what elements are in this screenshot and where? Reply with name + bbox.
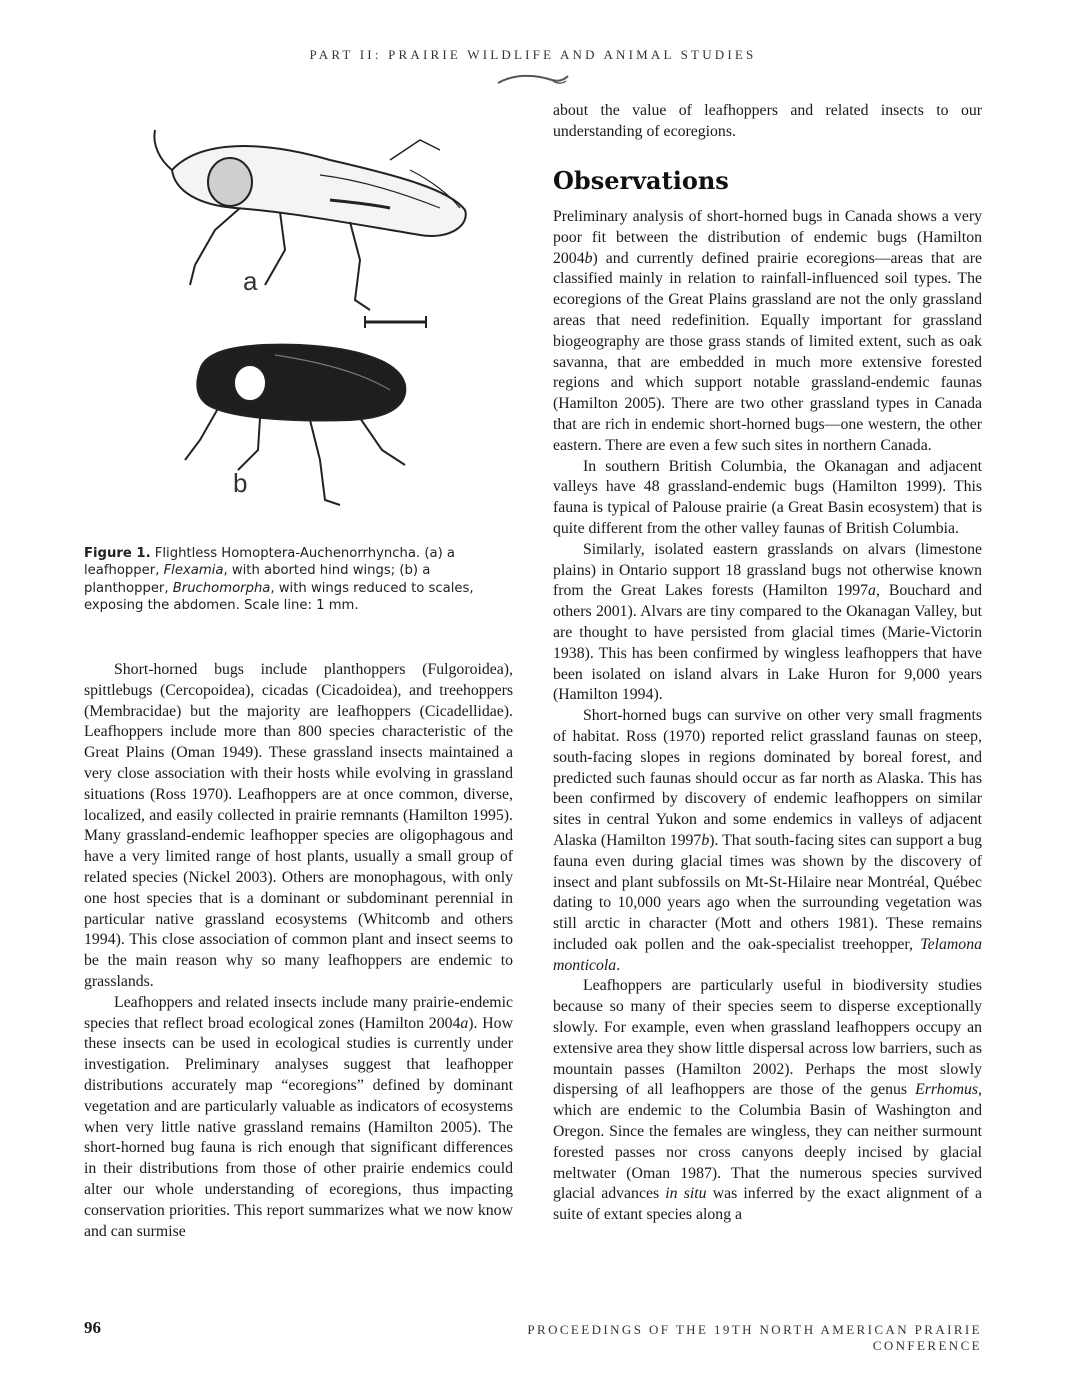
ornament-flourish <box>494 70 574 90</box>
caption-genus: Bruchomorpha <box>172 580 271 596</box>
paragraph: Leafhoppers and related insects include many prairie-endemic species that reflect broad ecological zones (Hamilton 2004a). How these insects can be used in ecological studies is currently under investigation. Preliminary analyses suggest that leafhopper distributions accurately map “ecoregions” defined by dominant vegetation and are particularly valuable as indicators of ecosystems when very little native grassland remains (Hamilton 2005). The short-horned bug fauna is rich enough that significant differences in their distributions from those of other prairie endemics could alter our whole understanding of ecoregions, thus impacting conservation priorities. This report summarizes what we now know and can surmise <box>84 993 513 1240</box>
footer-proceedings: PROCEEDINGS OF THE 19TH NORTH AMERICAN PRAIRIE CONFERENCE <box>527 1322 982 1353</box>
paragraph: Short-horned bugs can survive on other very small fragments of habitat. Ross (1970) reported relict grassland faunas on steep, south-facing slopes in regions dominated by boreal forest, and predicted such faunas should occur as far north as Alaska. This has been confirmed by discovery of endemic leafhoppers on similar sites in central Yukon and some endemics in valleys of adjacent Alaska (Hamilton 1997b). That south-facing sites can support a bug fauna even during glacial times was shown by the discovery of insect and plant subfossils on Mt-St-Hilaire near Montréal, Québec dating to 10,000 years ago when the surrounding vegetation was still arctic in character (Mott and others 1981). These remains included oak pollen and the oak-specialist treehopper, Telamona monticola. <box>553 707 982 974</box>
paragraph: In southern British Columbia, the Okanagan and adjacent valleys have 48 grassland-endemic bugs (Hamilton 1999). This fauna is typical of Palouse prairie (a Great Basin ecosystem) that is quite different from the other valley faunas of British Columbia. <box>553 457 982 537</box>
left-column <box>84 660 513 1242</box>
caption-label: Figure 1. <box>84 546 151 561</box>
panel-b-label: b <box>233 468 248 498</box>
running-head: PART II: PRAIRIE WILDLIFE AND ANIMAL STUDIES <box>309 47 757 62</box>
leafhopper-illustration <box>154 130 465 310</box>
caption-genus: Flexamia <box>163 563 224 579</box>
right-column <box>553 207 982 1226</box>
figure-caption <box>84 545 504 615</box>
right-column-continuation <box>553 101 982 143</box>
paragraph: about the value of leafhoppers and related insects to our understanding of ecoregions. <box>553 102 982 140</box>
caption-text: , with wings reduced to scales, exposing the abdomen. Scale line: 1 mm. <box>84 580 474 614</box>
scale-bar <box>365 316 426 328</box>
paragraph: Preliminary analysis of short-horned bugs in Canada shows a very poor fit between the distribution of endemic bugs (Hamilton 2004b) and currently defined prairie ecoregions—areas that are classified mainly in relation to rainfall-influenced soil types. The ecoregions of the Great Plains grassland are not the only grassland areas that need redefinition. Equally important for grassland biogeography are those grass stands of limited extent, such as oak savanna, that are embedded in much more extensive forested regions and which support notable grassland-endemic faunas (Hamilton 2005). There are two other grassland types in Canada that are rich in endemic short-horned bugs—one western, the other eastern. There are even a few such sites in northern Canada. <box>553 208 982 454</box>
section-title: Observations <box>553 166 729 195</box>
figure-1 <box>120 100 490 540</box>
paragraph: Short-horned bugs include planthoppers (Fulgoroidea), spittlebugs (Cercopoidea), cicadas (Cicadoidea), and treehoppers (Membracidae) but the majority are leafhoppers (Cicadellidae). Leafhoppers include more than 800 species characteristic of the Great Plains (Oman 1949). These grassland insects maintained a very close association with their hosts while evolving in grassland situations (Ross 1970). Leafhoppers are at once common, diverse, localized, and easily collected in prairie remnants (Hamilton 1995). Many grassland-endemic leafhopper species are oligophagous and have a very limited range of host plants, usually a small group of related species (Nickel 2003). Others are monophagous, with only one host species that is a dominant or subdominant perennial in particular native grassland ecosystems (Whitcomb and others 1994). This close association of common plant and insect seems to be the main reason why so many leafhoppers are endemic to grasslands. <box>84 661 513 990</box>
planthopper-illustration <box>185 345 405 505</box>
caption-text: , with aborted hind wings; (b) a planthopper, <box>84 563 431 596</box>
caption-text: Flightless Homoptera-Auchenorrhyncha. (a) a leafhopper, <box>84 546 455 579</box>
panel-a-label: a <box>243 266 258 296</box>
paragraph: Similarly, isolated eastern grasslands on alvars (limestone plains) in Ontario support 18 grassland bugs not otherwise known from the Great Lakes forests (Hamilton 1997a, Bouchard and others 2001). Alvars are tiny compared to the Okanagan Valley, but are thought to have persisted from glacial times (Marie-Victorin 1938). This has been confirmed by wingless leafhoppers that have been isolated on island alvars in Lake Huron for 9,000 years (Hamilton 1994). <box>553 540 982 704</box>
paragraph: Leafhoppers are particularly useful in biodiversity studies because so many of their species seem to disperse exceptionally slowly. For example, even when grassland leafhoppers occupy an extensive area they show little dispersal across low barriers, such as mountain passes (Hamilton 2002). Perhaps the most slowly dispersing of all leafhoppers are those of the genus Errhomus, which are endemic to the Columbia Basin of Washington and Oregon. Since the females are wingless, they can neither surmount forested passes nor cross canyons deeply incised by glacial meltwater (Oman 1987). That the numerous species survived glacial advances in situ was inferred by the exact alignment of a suite of extant species along a <box>553 977 983 1224</box>
page-number: 96 <box>84 1318 101 1337</box>
